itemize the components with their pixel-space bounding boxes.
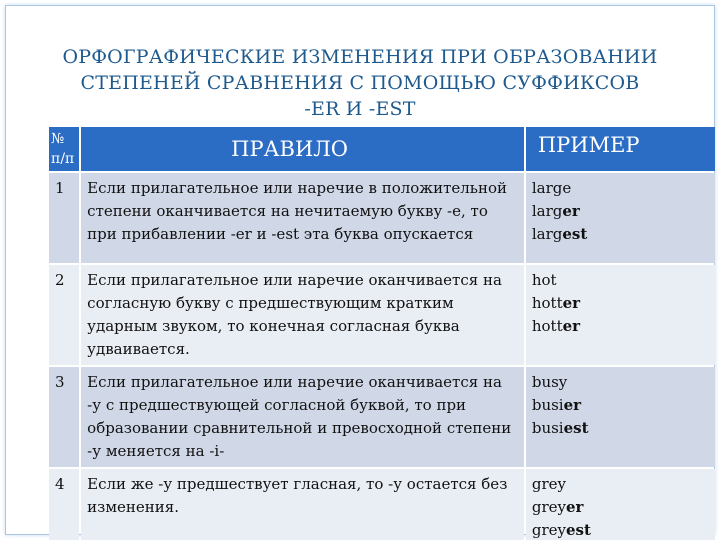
example-word <box>532 473 709 496</box>
title-line-1: ОРФОГРАФИЧЕСКИЕ ИЗМЕНЕНИЯ ПРИ ОБРАЗОВАНИИ <box>62 46 658 68</box>
table-row <box>49 265 715 365</box>
example-word <box>532 269 709 292</box>
rule-text: Если же -у предшествует гласная, то -у остается без изменения. <box>81 469 524 540</box>
rule-text: Если прилагательное или наречие в положительной степени оканчивается на нечитаемую букву -е, то при прибавлении -er и -est эта буква опускается <box>81 173 524 263</box>
example-word <box>532 371 709 394</box>
example-suffix: er <box>562 202 580 220</box>
header-example: ПРИМЕР <box>526 127 715 171</box>
example-cell <box>526 469 715 540</box>
rule-text: Если прилагательное или наречие оканчивается на -у с предшествующей согласной буквой, то при образовании сравнительной и превосходной степени -у меняется на -i- <box>81 367 524 467</box>
example-word <box>532 417 709 440</box>
example-suffix: est <box>563 419 589 437</box>
rules-table <box>47 125 717 540</box>
example-cell <box>526 265 715 365</box>
row-number: 1 <box>49 173 79 263</box>
example-base: grey <box>531 521 566 539</box>
table-row <box>49 367 715 467</box>
example-base: grey <box>531 498 566 516</box>
example-base: grey <box>531 475 566 493</box>
example-base: busi <box>531 419 564 437</box>
example-word <box>532 496 709 519</box>
row-number: 4 <box>49 469 79 540</box>
example-base: larg <box>531 225 563 243</box>
slide-title <box>20 44 700 122</box>
example-suffix: er <box>563 396 582 414</box>
title-line-3: -ER И -EST <box>304 98 416 120</box>
example-suffix: er <box>565 498 584 516</box>
title-line-2: СТЕПЕНЕЙ СРАВНЕНИЯ С ПОМОЩЬЮ СУФФИКСОВ <box>80 72 640 94</box>
row-number: 3 <box>49 367 79 467</box>
example-base: busy <box>531 373 568 391</box>
example-word <box>532 394 709 417</box>
example-base: larg <box>531 202 563 220</box>
example-word <box>532 519 709 540</box>
example-word <box>532 292 709 315</box>
example-word <box>532 177 709 200</box>
example-word <box>532 315 709 338</box>
table-header-row <box>49 127 715 171</box>
example-suffix: est <box>562 225 588 243</box>
example-word <box>532 200 709 223</box>
table-row <box>49 469 715 540</box>
example-suffix: est <box>565 521 591 539</box>
header-num: № п/п <box>49 127 79 171</box>
example-base: hot <box>531 271 557 289</box>
table-row <box>49 173 715 263</box>
rule-text: Если прилагательное или наречие оканчивается на согласную букву с предшествующим кратким ударным звуком, то конечная согласная буква удваивается. <box>81 265 524 365</box>
header-rule: ПРАВИЛО <box>81 127 524 171</box>
example-base: busi <box>531 396 564 414</box>
example-cell <box>526 367 715 467</box>
row-number: 2 <box>49 265 79 365</box>
example-cell <box>526 173 715 263</box>
example-base: hott <box>531 294 563 312</box>
example-suffix: er <box>562 317 581 335</box>
example-base: large <box>531 179 572 197</box>
example-suffix: er <box>562 294 581 312</box>
example-word <box>532 223 709 246</box>
example-base: hott <box>531 317 563 335</box>
